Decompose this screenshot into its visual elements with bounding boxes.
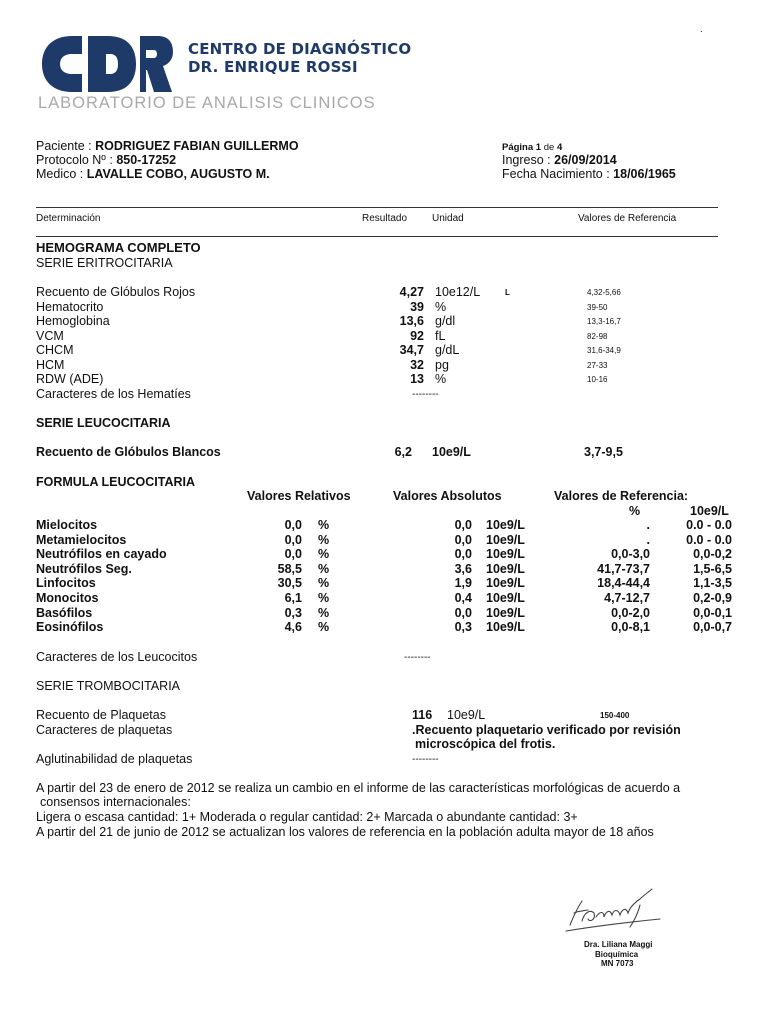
formula-row-rel-unit: % — [318, 518, 330, 532]
eritro-row-unit: fL — [435, 328, 446, 343]
eritro-row-ref: 13,3-16,7 — [587, 317, 621, 326]
eritro-row-value: 13,6 — [399, 314, 424, 328]
formula-title: FORMULA LEUCOCITARIA — [36, 475, 196, 489]
eritro-row-name: CHCM — [36, 343, 74, 357]
eritro-row-name: Hematocrito — [36, 299, 104, 314]
formula-row-ref-abs: 0.0 - 0.0 — [686, 518, 732, 532]
formula-row-ref-pct: 0,0-2,0 — [611, 605, 650, 620]
formula-row-abs: 3,6 — [454, 561, 472, 576]
formula-row-abs: 0,3 — [454, 620, 472, 635]
formula-row-ref-pct: . — [646, 532, 650, 547]
signature-license: MN 7073 — [601, 959, 634, 968]
formula-row-ref-abs: 0,0-0,1 — [693, 605, 732, 620]
signature-name: Dra. Liliana Maggi — [584, 940, 653, 949]
note-line-3: Ligera o escasa cantidad: 1+ Moderada o regular cantidad: 2+ Marcada o abundante cantidad: 3+ — [36, 810, 578, 824]
col-determinacion: Determinación — [36, 213, 101, 224]
eritro-row-ref: 4,32-5,66 — [587, 288, 621, 297]
formula-row-abs: 1,9 — [454, 576, 472, 591]
gb-value: 6,2 — [394, 445, 412, 459]
protocolo-line — [36, 153, 176, 167]
note-line-4: A partir del 21 de junio de 2012 se actualizan los valores de referencia en la población adulta mayor de 18 años — [36, 825, 654, 839]
eritro-row-name: Recuento de Glóbulos Rojos — [36, 285, 196, 299]
gb-unit: 10e9/L — [432, 445, 471, 459]
car-plaq-label: Caracteres de plaquetas — [36, 723, 173, 737]
formula-row-rel-unit: % — [318, 620, 330, 635]
brand-line-1: CENTRO DE DIAGNÓSTICO — [188, 40, 412, 58]
formula-row-rel: 0,0 — [284, 518, 302, 532]
medico-value: LAVALLE COBO, AUGUSTO M. — [86, 167, 270, 181]
ingreso-line — [502, 153, 617, 167]
formula-row-ref-pct: 41,7-73,7 — [597, 561, 650, 576]
eritro-row-ref: 31,6-34,9 — [587, 346, 621, 355]
formula-row-ref-abs: 1,5-6,5 — [693, 561, 732, 576]
sub-pct: % — [629, 504, 641, 518]
formula-row-name: Neutrófilos en cayado — [36, 547, 167, 562]
formula-row-name: Eosinófilos — [36, 620, 104, 635]
formula-row-ref-abs: 0,0-0,7 — [693, 620, 732, 635]
formula-row-abs: 0,0 — [454, 547, 472, 562]
col-referencia: Valores de Referencia — [578, 213, 677, 224]
formula-row-rel-unit: % — [318, 532, 330, 547]
eritro-row-value: 13 — [410, 372, 424, 386]
formula-row-name: Monocitos — [36, 591, 99, 605]
col-rel: Valores Relativos — [247, 489, 351, 503]
nacimiento-value: 18/06/1965 — [613, 167, 676, 181]
eritro-row-unit: % — [435, 372, 447, 386]
formula-row-rel: 0,0 — [284, 532, 302, 547]
eritro-row-name: Hemoglobina — [36, 314, 110, 328]
hematies-value: -------- — [412, 389, 439, 400]
handwritten-signature — [560, 885, 670, 940]
hematies-label: Caracteres de los Hematíes — [36, 387, 191, 401]
plaq-label: Recuento de Plaquetas — [36, 708, 166, 722]
formula-row-abs: 0,0 — [454, 518, 472, 532]
formula-row-name: Linfocitos — [36, 576, 96, 591]
plaq-unit: 10e9/L — [447, 708, 486, 722]
divider-bottom — [36, 236, 718, 237]
eritro-row-ref: 27-33 — [587, 360, 608, 370]
note-line-1: A partir del 23 de enero de 2012 se realiza un cambio en el informe de las características morfológicas de acuerdo a — [36, 781, 681, 795]
formula-row-name: Mielocitos — [36, 518, 98, 532]
formula-row-abs-unit: 10e9/L — [486, 605, 525, 620]
formula-row-name: Metamielocitos — [36, 532, 127, 547]
leuco-car-label: Caracteres de los Leucocitos — [36, 650, 198, 664]
ingreso-label: Ingreso : — [502, 153, 551, 167]
pagina-de: de — [543, 142, 555, 153]
formula-row-ref-abs: 1,1-3,5 — [693, 576, 732, 591]
eritro-row-ref: 82-98 — [587, 331, 608, 341]
eritro-row-unit: g/dl — [435, 314, 456, 328]
serie-eritro-title: SERIE ERITROCITARIA — [36, 256, 173, 270]
divider-top — [36, 207, 718, 208]
cdr-logo — [38, 34, 174, 94]
formula-row-rel: 4,6 — [284, 620, 302, 635]
eritro-row-value: 34,7 — [399, 343, 424, 357]
signature-title: Bioquímica — [595, 950, 639, 959]
serie-trombo-title: SERIE TROMBOCITARIA — [36, 679, 181, 693]
eritro-row-unit: g/dL — [435, 343, 460, 357]
protocolo-value: 850-17252 — [116, 153, 177, 167]
col-resultado: Resultado — [362, 213, 408, 224]
eritro-row-value: 92 — [410, 328, 424, 343]
note-line-2: consensos internacionales: — [40, 795, 191, 809]
serie-leuco-title: SERIE LEUCOCITARIA — [36, 416, 171, 430]
eritro-row-ref: 10-16 — [587, 375, 608, 384]
paciente-label: Paciente : — [36, 139, 92, 153]
car-plaq-value-2: microscópica del frotis. — [415, 737, 556, 751]
eritro-row-name: VCM — [36, 328, 64, 343]
formula-row-abs-unit: 10e9/L — [486, 591, 525, 605]
formula-row-abs-unit: 10e9/L — [486, 532, 525, 547]
formula-row-rel-unit: % — [318, 605, 330, 620]
corner-mark: . — [700, 24, 703, 35]
gb-label: Recuento de Glóbulos Blancos — [36, 445, 221, 459]
car-plaq-value-1: .Recuento plaquetario verificado por revisión — [412, 723, 681, 737]
eritro-row-value: 39 — [410, 299, 424, 314]
formula-row-name: Basófilos — [36, 605, 93, 620]
formula-row-rel: 6,1 — [284, 591, 302, 605]
formula-row-ref-pct: . — [646, 518, 650, 532]
sub-unit: 10e9/L — [690, 504, 729, 518]
hemograma-title: HEMOGRAMA COMPLETO — [36, 240, 201, 255]
eritro-row-value: 4,27 — [399, 285, 424, 299]
gb-ref: 3,7-9,5 — [584, 445, 623, 459]
formula-row-abs: 0,0 — [454, 532, 472, 547]
col-unidad: Unidad — [432, 213, 464, 224]
formula-row-rel: 30,5 — [277, 576, 302, 591]
eritro-row-name: HCM — [36, 357, 65, 372]
eritro-row-unit: 10e12/L — [435, 285, 481, 299]
pagina-num: 1 — [535, 142, 542, 153]
pagina-line — [502, 142, 562, 153]
formula-row-ref-pct: 0,0-8,1 — [611, 620, 650, 635]
formula-row-abs: 0,0 — [454, 605, 472, 620]
formula-row-ref-abs: 0,0-0,2 — [693, 547, 732, 562]
paciente-value: RODRIGUEZ FABIAN GUILLERMO — [95, 139, 299, 153]
formula-row-abs-unit: 10e9/L — [486, 576, 525, 591]
leuco-car-value: -------- — [404, 652, 431, 663]
formula-row-ref-pct: 18,4-44,4 — [597, 576, 650, 591]
formula-row-ref-pct: 0,0-3,0 — [611, 547, 650, 562]
formula-row-abs: 0,4 — [454, 591, 472, 605]
patient-line — [36, 139, 299, 153]
formula-row-rel: 0,0 — [284, 547, 302, 562]
col-abs: Valores Absolutos — [393, 489, 502, 503]
eritro-row-flag: L — [505, 288, 510, 297]
formula-row-ref-abs: 0,2-0,9 — [693, 591, 732, 605]
protocolo-label: Protocolo Nº : — [36, 153, 113, 167]
brand-line-2: DR. ENRIQUE ROSSI — [188, 58, 358, 76]
medico-line — [36, 167, 270, 181]
lab-name: LABORATORIO DE ANALISIS CLINICOS — [38, 94, 376, 112]
eritro-row-unit: % — [435, 299, 447, 314]
medico-label: Medico : — [36, 167, 84, 181]
formula-row-rel-unit: % — [318, 576, 330, 591]
formula-row-rel: 0,3 — [284, 605, 302, 620]
formula-row-rel-unit: % — [318, 547, 330, 562]
formula-row-abs-unit: 10e9/L — [486, 518, 525, 532]
formula-row-name: Neutrófilos Seg. — [36, 561, 132, 576]
plaq-value: 116 — [412, 708, 433, 722]
formula-row-abs-unit: 10e9/L — [486, 620, 525, 635]
eritro-row-unit: pg — [435, 357, 449, 372]
formula-row-rel-unit: % — [318, 561, 330, 576]
plaq-ref: 150-400 — [600, 711, 630, 720]
pagina-total: 4 — [556, 142, 563, 153]
formula-row-ref-abs: 0.0 - 0.0 — [686, 532, 732, 547]
nacimiento-label: Fecha Nacimiento : — [502, 167, 610, 181]
ingreso-value: 26/09/2014 — [554, 153, 617, 167]
aglu-value: -------- — [412, 754, 439, 765]
aglu-label: Aglutinabilidad de plaquetas — [36, 752, 193, 766]
eritro-row-ref: 39-50 — [587, 302, 608, 312]
nacimiento-line — [502, 167, 676, 181]
eritro-row-value: 32 — [410, 357, 424, 372]
formula-row-rel-unit: % — [318, 591, 330, 605]
pagina-label: Página — [502, 142, 534, 153]
formula-row-abs-unit: 10e9/L — [486, 547, 525, 562]
eritro-row-name: RDW (ADE) — [36, 372, 104, 386]
formula-row-abs-unit: 10e9/L — [486, 561, 525, 576]
col-ref: Valores de Referencia: — [554, 489, 689, 503]
formula-row-ref-pct: 4,7-12,7 — [604, 591, 650, 605]
formula-row-rel: 58,5 — [277, 561, 302, 576]
